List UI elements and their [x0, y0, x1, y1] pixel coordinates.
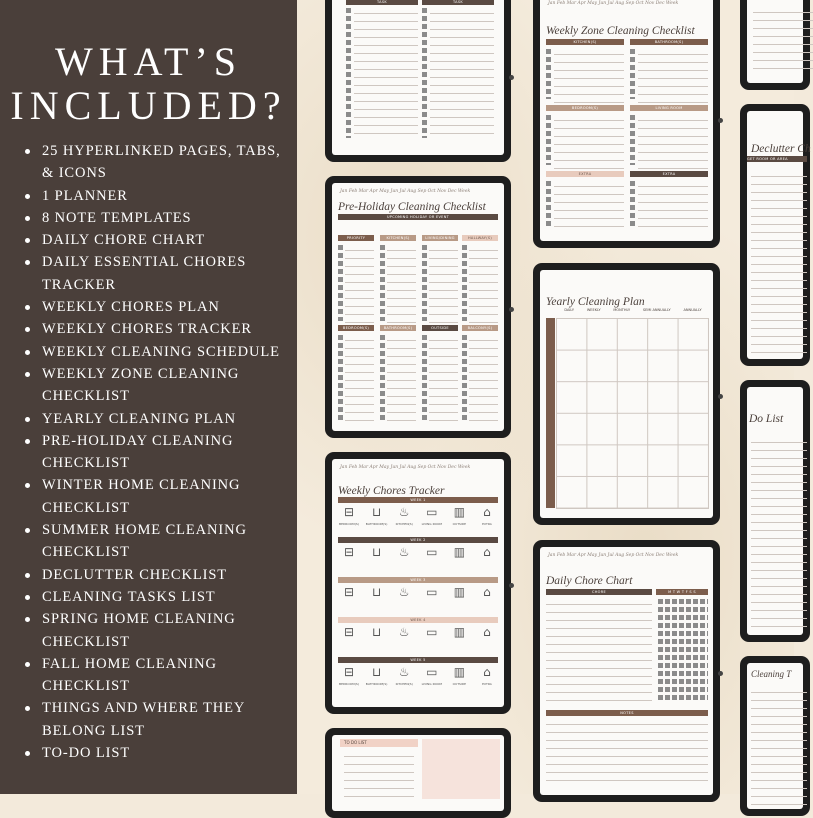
- section-hallway: HALLWAY(S): [462, 235, 498, 241]
- page-yearly-plan: [540, 270, 713, 518]
- house-icon: ⌂: [483, 625, 491, 639]
- task-lines: [429, 333, 458, 423]
- section-extra-1: EXTRA: [546, 171, 624, 177]
- task-lines: [344, 749, 414, 799]
- yearly-columns: [558, 308, 708, 312]
- task-lines: [751, 435, 807, 630]
- section-kitchen: KITCHEN(S): [546, 39, 624, 45]
- fence-icon: ▥: [453, 545, 466, 559]
- month-tabs: Jan Feb Mar Apr May Jun Jul Aug Sep Oct Nov Dec Week: [548, 553, 679, 558]
- tablet-declutter: [740, 104, 810, 366]
- bathtub-icon: ⊔: [371, 585, 382, 599]
- page-weekly-tracker: [332, 459, 504, 707]
- section-living: LIVING ROOM: [630, 105, 708, 111]
- notes-header: NOTES: [546, 710, 708, 716]
- feature-item: CLEANING TASKS LIST: [22, 586, 292, 608]
- page-title: Pre-Holiday Cleaning Checklist: [338, 201, 486, 213]
- task-lines: [345, 333, 374, 423]
- todo-list-header: TO DO LIST: [340, 739, 418, 747]
- page-partial: [747, 0, 803, 83]
- yearly-row-rail: [546, 318, 555, 508]
- feature-item: TO-DO LIST: [22, 742, 292, 764]
- house-icon: ⌂: [483, 665, 491, 679]
- page-daily-chore-chart: [540, 547, 713, 795]
- task-column-header-2: TASK: [422, 0, 494, 5]
- checkbox-column: [422, 8, 427, 138]
- week-4-bar: WEEK 4: [338, 617, 498, 623]
- bathtub-icon: ⊔: [371, 545, 382, 559]
- camera-dot: [718, 671, 723, 676]
- feature-item: 1 PLANNER: [22, 185, 292, 207]
- kitchen-icon: ♨: [398, 665, 410, 679]
- feature-item: SPRING HOME CLEANING CHECKLIST: [22, 608, 292, 653]
- room-icons: [336, 585, 500, 599]
- page-title: Cleaning T: [751, 669, 792, 679]
- checkbox-column: [422, 335, 427, 421]
- col-annually: ANNUALLY: [683, 308, 702, 312]
- section-priority: PRIORITY: [338, 235, 374, 241]
- task-lines: [469, 243, 498, 323]
- section-bathroom: BATHROOM(S): [630, 39, 708, 45]
- page-title: Weekly Zone Cleaning Checklist: [546, 25, 695, 37]
- page-task-list: [332, 0, 504, 155]
- camera-dot: [718, 118, 723, 123]
- month-tabs: Jan Feb Mar Apr May Jun Jul Aug Sep Oct Nov Dec Week: [548, 1, 679, 6]
- section-balcony: BALCONY(S): [462, 325, 498, 331]
- room-label: LIVING ROOM: [421, 682, 442, 686]
- notes-lines: [546, 717, 708, 787]
- col-monthly: MONTHLY: [613, 308, 631, 312]
- camera-dot: [509, 583, 514, 588]
- sofa-icon: ⊟: [343, 545, 355, 559]
- sofa-icon: ⊟: [343, 665, 355, 679]
- checkbox-column: [380, 245, 385, 321]
- kitchen-icon: ♨: [398, 505, 410, 519]
- room-icons: [336, 625, 500, 639]
- feature-item: WEEKLY CLEANING SCHEDULE: [22, 341, 292, 363]
- feature-item: DECLUTTER CHECKLIST: [22, 564, 292, 586]
- page-todo-list: [332, 735, 504, 811]
- room-labels: [336, 682, 500, 686]
- feature-item: WEEKLY CHORES PLAN: [22, 296, 292, 318]
- tablet-cleaning-tasks: [740, 656, 810, 816]
- checkbox-column: [630, 49, 635, 99]
- checkbox-column: [546, 181, 551, 229]
- fence-icon: ▥: [453, 505, 466, 519]
- features-panel: [0, 0, 297, 794]
- page-title: Weekly Chores Tracker: [338, 485, 445, 497]
- task-lines: [554, 179, 624, 233]
- tablet-task-list: [325, 0, 511, 162]
- tablet-todo-list-bottom: [325, 728, 511, 818]
- room-label: BEDROOM(S): [339, 682, 359, 686]
- page-cleaning-tasks: [747, 663, 803, 809]
- heading-line-1: WHAT’S: [54, 39, 243, 84]
- fence-icon: ▥: [453, 585, 466, 599]
- tablet-yearly-plan: [533, 263, 720, 525]
- page-title: Do List: [749, 413, 784, 425]
- task-lines: [638, 113, 708, 169]
- task-lines: [554, 47, 624, 103]
- page-declutter: [747, 111, 811, 359]
- checkbox-column: [338, 245, 343, 321]
- feature-item: WEEKLY ZONE CLEANING CHECKLIST: [22, 363, 292, 408]
- yearly-grid: [556, 318, 709, 509]
- kitchen-icon: ♨: [398, 625, 410, 639]
- month-tabs: Jan Feb Mar Apr May Jun Jul Aug Sep Oct Nov Dec Week: [340, 189, 471, 194]
- mockup-background: [297, 0, 811, 794]
- room-icons: [336, 505, 500, 519]
- checkbox-column: [630, 181, 635, 229]
- room-label: KITCHEN(S): [395, 682, 413, 686]
- kitchen-icon: ♨: [398, 585, 410, 599]
- checkbox-column: [338, 335, 343, 421]
- tablet-pre-holiday: [325, 176, 511, 438]
- features-list: [22, 140, 292, 764]
- page-weekly-zone: [540, 0, 713, 241]
- couch-icon: ▭: [426, 545, 438, 559]
- checkbox-column: [462, 335, 467, 421]
- days-header: M T W T F S S: [656, 589, 708, 595]
- house-icon: ⌂: [483, 585, 491, 599]
- week-1-bar: WEEK 1: [338, 497, 498, 503]
- task-lines: [430, 6, 494, 141]
- task-lines: [554, 113, 624, 169]
- feature-item: PRE-HOLIDAY CLEANING CHECKLIST: [22, 430, 292, 475]
- week-2-bar: WEEK 2: [338, 537, 498, 543]
- fence-icon: ▥: [453, 665, 466, 679]
- upcoming-event-bar: UPCOMING HOLIDAY OR EVENT: [338, 214, 498, 220]
- col-weekly: WEEKLY: [586, 308, 601, 312]
- task-column-header-1: TASK: [346, 0, 418, 5]
- house-icon: ⌂: [483, 505, 491, 519]
- section-living: LIVING/DINING: [422, 235, 458, 241]
- tablet-weekly-zone: [533, 0, 720, 248]
- page-title: Yearly Cleaning Plan: [546, 296, 645, 308]
- bathtub-icon: ⊔: [371, 665, 382, 679]
- checkbox-column: [546, 115, 551, 165]
- task-lines: [354, 6, 418, 141]
- week-5-bar: WEEK 5: [338, 657, 498, 663]
- room-labels: [336, 522, 500, 526]
- feature-item: WEEKLY CHORES TRACKER: [22, 318, 292, 340]
- bathtub-icon: ⊔: [371, 505, 382, 519]
- camera-dot: [509, 75, 514, 80]
- task-lines: [753, 5, 813, 75]
- room-icons: [336, 665, 500, 679]
- heading-line-2: INCLUDED?: [10, 83, 287, 128]
- feature-item: 8 NOTE TEMPLATES: [22, 207, 292, 229]
- feature-item: YEARLY CLEANING PLAN: [22, 408, 292, 430]
- sofa-icon: ⊟: [343, 505, 355, 519]
- checkbox-column: [546, 49, 551, 99]
- room-label: OUTSIDE: [452, 522, 467, 526]
- sofa-icon: ⊟: [343, 585, 355, 599]
- task-lines: [751, 685, 807, 805]
- camera-dot: [718, 394, 723, 399]
- section-bedroom: BEDROOM(S): [546, 105, 624, 111]
- checkbox-column: [630, 115, 635, 165]
- feature-item: THINGS AND WHERE THEY BELONG LIST: [22, 697, 292, 742]
- checkbox-column: [346, 8, 351, 138]
- task-lines: [469, 333, 498, 423]
- task-lines: [638, 47, 708, 103]
- house-icon: ⌂: [483, 545, 491, 559]
- feature-item: WINTER HOME CLEANING CHECKLIST: [22, 474, 292, 519]
- room-label: BEDROOM(S): [339, 522, 359, 526]
- section-extra-2: EXTRA: [630, 171, 708, 177]
- room-label: KITCHEN(S): [395, 522, 413, 526]
- bathtub-icon: ⊔: [371, 625, 382, 639]
- feature-item: FALL HOME CLEANING CHECKLIST: [22, 653, 292, 698]
- couch-icon: ▭: [426, 665, 438, 679]
- day-checkbox-grid: [658, 599, 708, 701]
- task-lines: [638, 179, 708, 233]
- couch-icon: ▭: [426, 505, 438, 519]
- chore-lines: [546, 597, 652, 705]
- room-label: OUTSIDE: [452, 682, 467, 686]
- month-tabs: Jan Feb Mar Apr May Jun Jul Aug Sep Oct Nov Dec Week: [340, 465, 471, 470]
- col-semi-annually: SEMI ANNUALLY: [642, 308, 671, 312]
- feature-item: 25 HYPERLINKED PAGES, TABS, & ICONS: [22, 140, 292, 185]
- feature-item: SUMMER HOME CLEANING CHECKLIST: [22, 519, 292, 564]
- task-lines: [387, 333, 416, 423]
- room-label: BATHROOM(S): [365, 522, 388, 526]
- fence-icon: ▥: [453, 625, 466, 639]
- room-label: LIVING ROOM: [421, 522, 442, 526]
- sofa-icon: ⊟: [343, 625, 355, 639]
- page-todo: [747, 387, 803, 635]
- chore-header: CHORE: [546, 589, 652, 595]
- declutter-subheader: GET ROOM OR AREA: [747, 156, 807, 162]
- room-label: EXTRA: [482, 682, 492, 686]
- room-label: EXTRA: [482, 522, 492, 526]
- page-pre-holiday: [332, 183, 504, 431]
- tablet-todo: [740, 380, 810, 642]
- task-lines: [387, 243, 416, 323]
- feature-item: DAILY ESSENTIAL CHORES TRACKER: [22, 251, 292, 296]
- feature-item: DAILY CHORE CHART: [22, 229, 292, 251]
- col-daily: DAILY: [564, 308, 575, 312]
- couch-icon: ▭: [426, 625, 438, 639]
- tablet-daily-chore-chart: [533, 540, 720, 802]
- room-icons: [336, 545, 500, 559]
- tablet-weekly-tracker: [325, 452, 511, 714]
- task-lines: [345, 243, 374, 323]
- todo-side-panel: [422, 739, 500, 799]
- couch-icon: ▭: [426, 585, 438, 599]
- checkbox-column: [462, 245, 467, 321]
- section-bathroom: BATHROOM(S): [380, 325, 416, 331]
- page-title: Daily Chore Chart: [546, 575, 633, 587]
- week-3-bar: WEEK 3: [338, 577, 498, 583]
- kitchen-icon: ♨: [398, 545, 410, 559]
- section-outside: OUTSIDE: [422, 325, 458, 331]
- room-label: BATHROOM(S): [365, 682, 388, 686]
- task-lines: [751, 169, 807, 359]
- task-lines: [429, 243, 458, 323]
- checkbox-column: [380, 335, 385, 421]
- checkbox-column: [422, 245, 427, 321]
- tablet-partial-top-right: [740, 0, 810, 90]
- camera-dot: [509, 307, 514, 312]
- section-kitchen: KITCHEN(S): [380, 235, 416, 241]
- page-title: Declutter Ch: [751, 143, 811, 155]
- section-bedroom: BEDROOM(S): [338, 325, 374, 331]
